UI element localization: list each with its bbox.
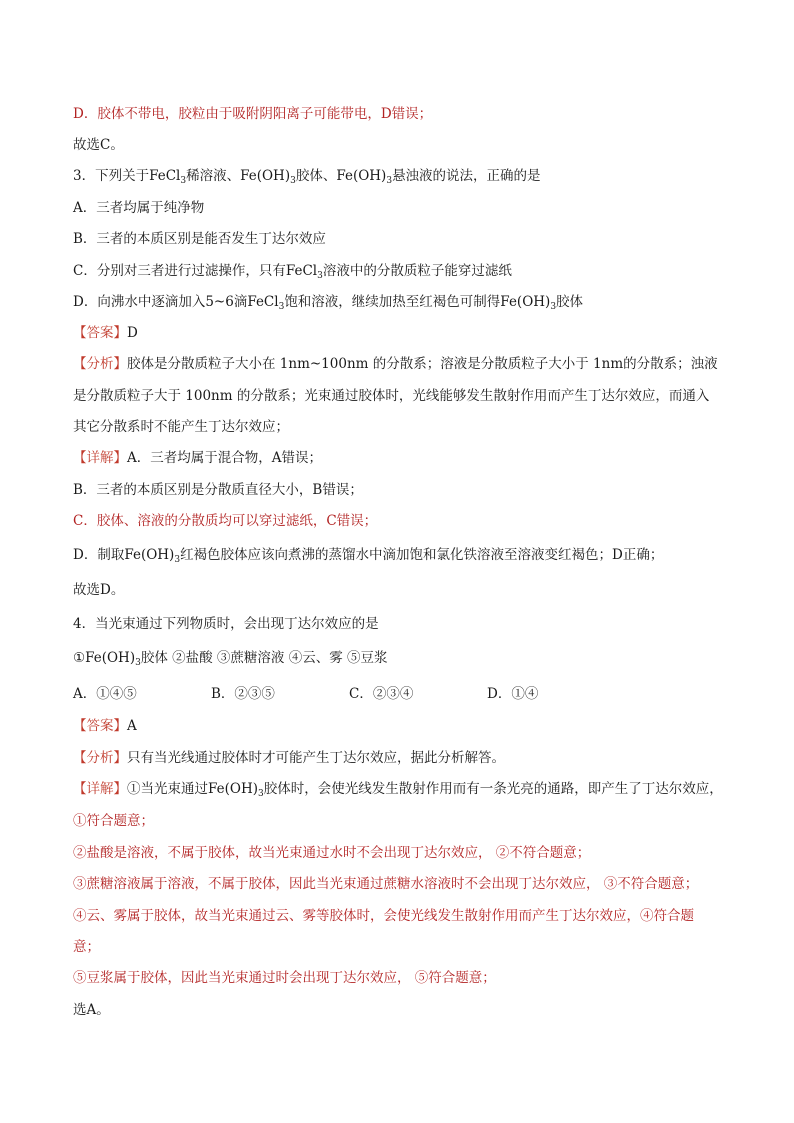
q4-answer: 【答案】A <box>73 718 137 734</box>
q3-detail-b: B．三者的本质区别是分散质直径大小，B错误； <box>73 482 363 498</box>
q3-analysis-line2: 是分散质粒子大于 100nm 的分散系；光束通过胶体时，光线能够发生散射作用而产生丁达尔效应，而通入 <box>73 388 710 404</box>
q4-option-d: D．①④ <box>487 686 539 702</box>
q3-option-a: A．三者均属于纯净物 <box>73 200 205 216</box>
q3-option-d: D．向沸水中逐滴加入5~6滴FeCl$_3$饱和溶液，继续加热至红褐色可制得$Fe(OH)_3$胶体 <box>73 294 584 312</box>
q3-option-c: C．分别对三者进行过滤操作，只有FeCl$_3$溶液中的分散质粒子能穿过滤纸 <box>73 263 512 281</box>
answer-tag: 【答案】 <box>73 718 127 734</box>
detail-tag: 【详解】 <box>73 450 127 466</box>
q4-stem: 4．当光束通过下列物质时，会出现丁达尔效应的是 <box>73 616 379 632</box>
q2-conclusion: 故选C。 <box>73 137 124 153</box>
q4-items: $①Fe(OH)_3$胶体 ②盐酸 ③蔗糖溶液 ④云、雾 ⑤豆浆 <box>73 650 388 668</box>
q3-analysis-line3: 其它分散系时不能产生丁达尔效应； <box>73 419 289 435</box>
q4-option-b: B．②③⑤ <box>211 686 275 702</box>
q4-detail-4-line2: 意； <box>73 939 100 955</box>
q3-option-b: B．三者的本质区别是能否发生丁达尔效应 <box>73 231 326 247</box>
q4-detail-5: ⑤豆浆属于胶体，因此当光束通过时会出现丁达尔效应， ⑤符合题意； <box>73 970 496 986</box>
q4-detail-3: ③蔗糖溶液属于溶液，不属于胶体，因此当光束通过蔗糖水溶液时不会出现丁达尔效应， ③不符合题意； <box>73 876 699 892</box>
q4-detail-1: 【详解】①当光束通过$Fe(OH)_3$胶体时，会使光线发生散射作用而有一条光亮的通路，即产生了丁达尔效应， <box>73 781 723 799</box>
q4-detail-1-line2: ①符合题意； <box>73 813 154 829</box>
q3-stem: 3．下列关于FeCl$_3$稀溶液、$Fe(OH)_3$胶体、$Fe(OH)_3$悬浊液的说法，正确的是 <box>73 168 541 186</box>
q3-detail-a: 【详解】A．三者均属于混合物，A错误； <box>73 450 322 466</box>
q4-detail-2: ②盐酸是溶液，不属于胶体，故当光束通过水时不会出现丁达尔效应， ②不符合题意； <box>73 845 591 861</box>
q3-analysis-line1: 【分析】胶体是分散质粒子大小在 1nm~100nm 的分散系；溶液是分散质粒子大小于 1nm的分散系；浊液 <box>73 356 718 372</box>
q4-detail-4-line1: ④云、雾属于胶体，故当光束通过云、雾等胶体时，会使光线发生散射作用而产生丁达尔效应，④符合题 <box>73 908 694 924</box>
answer-tag: 【答案】 <box>73 325 127 341</box>
q4-options <box>73 684 538 704</box>
q4-option-a: A．①④⑤ <box>73 686 137 702</box>
detail-tag: 【详解】 <box>73 781 127 797</box>
q3-answer: 【答案】D <box>73 325 138 341</box>
q3-conclusion: 故选D。 <box>73 582 125 598</box>
analysis-tag: 【分析】 <box>73 750 127 766</box>
q4-analysis: 【分析】只有当光线通过胶体时才可能产生丁达尔效应，据此分析解答。 <box>73 750 505 766</box>
analysis-tag: 【分析】 <box>73 356 127 372</box>
q3-detail-d: D．制取$Fe(OH)_3$红褐色胶体应该向煮沸的蒸馏水中滴加饱和氯化铁溶液至溶液变红褐色；D正确； <box>73 547 664 565</box>
q3-detail-c: C．胶体、溶液的分散质均可以穿过滤纸，C错误； <box>73 513 378 529</box>
q4-option-c: C．②③④ <box>349 686 414 702</box>
q4-conclusion: 选A。 <box>73 1002 110 1018</box>
q2-option-d-explanation: D．胶体不带电，胶粒由于吸附阴阳离子可能带电，D错误； <box>73 106 433 122</box>
